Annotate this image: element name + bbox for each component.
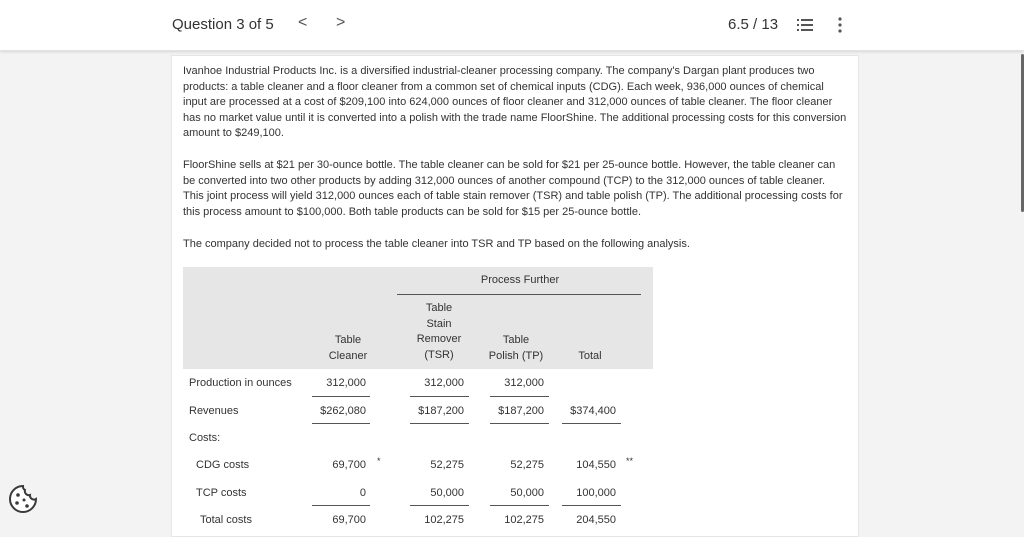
col-header-total: Total — [578, 350, 602, 362]
next-question-button[interactable]: > — [336, 14, 346, 31]
underline-tcp-total — [562, 505, 621, 506]
cdg-tp: 52,275 — [510, 459, 544, 471]
cdg-tsr: 52,275 — [430, 459, 464, 471]
problem-paragraph-2: FloorShine sells at $21 per 30-ounce bottle. The table cleaner can be sold for $21 per 25-ounce bottle. However, the table cleaner can be converted into two other products by adding 312,000 ounces of another compound (TCP) to the 312,000 ounces of table cleaner. This joint process will yield 312,000 ounces each of table stain remover (TSR) and table polish (TP). The additional processing costs for this process amount to $100,000. Both table products can be sold for $15 per 25-ounce bottle. — [183, 159, 843, 218]
row-label-costs: Costs: — [189, 432, 221, 444]
underline-revenues-total — [562, 423, 621, 424]
row-label-cdg: CDG costs — [196, 459, 250, 471]
list-icon[interactable] — [797, 17, 813, 33]
total-costs-total: 204,550 — [576, 514, 616, 526]
previous-question-button[interactable]: < — [298, 14, 308, 31]
underline-tcp-tsr — [410, 505, 469, 506]
underline-production-tsr — [410, 396, 469, 397]
underline-production-tc — [312, 396, 370, 397]
total-costs-tc: 69,700 — [332, 514, 366, 526]
cdg-tc-footnote-mark: * — [377, 456, 381, 466]
revenues-total: $374,400 — [570, 405, 616, 417]
row-label-total-costs: Total costs — [200, 514, 252, 526]
production-tp: 312,000 — [504, 377, 544, 389]
cdg-total: 104,550 — [576, 459, 616, 471]
total-costs-tsr: 102,275 — [424, 514, 464, 526]
col-header-tsr: Table Stain Remover (TSR) — [416, 302, 462, 361]
tcp-total: 100,000 — [576, 487, 616, 499]
process-further-header: Process Further — [480, 274, 560, 286]
underline-revenues-tsr — [410, 423, 469, 424]
tcp-tc: 0 — [359, 487, 366, 499]
cdg-tc: 69,700 — [332, 459, 366, 471]
underline-revenues-tc — [312, 423, 370, 424]
underline-tcp-tc — [312, 505, 370, 506]
group-header-rule — [397, 294, 641, 295]
underline-production-tp — [490, 396, 549, 397]
top-bar — [0, 0, 1024, 51]
col-header-tp: Table Polish (TP) — [488, 334, 544, 362]
tcp-tsr: 50,000 — [430, 487, 464, 499]
underline-revenues-tp — [490, 423, 549, 424]
revenues-tsr: $187,200 — [418, 405, 464, 417]
row-label-production: Production in ounces — [189, 377, 292, 389]
underline-tcp-tp — [490, 505, 549, 506]
cookie-icon[interactable] — [8, 484, 38, 514]
revenues-tp: $187,200 — [498, 405, 544, 417]
total-costs-tp: 102,275 — [504, 514, 544, 526]
score-display: 6.5 / 13 — [728, 16, 779, 33]
row-label-tcp: TCP costs — [196, 487, 247, 499]
cdg-total-footnote-mark: ** — [626, 456, 634, 466]
question-counter: Question 3 of 5 — [172, 16, 274, 33]
problem-paragraph-1: Ivanhoe Industrial Products Inc. is a diversified industrial-cleaner processing company. The company's Dargan plant produces two products: a table cleaner and a floor cleaner from a common set of chemical inputs (CDG). Each week, 936,000 ounces of chemical input are processed at a cost of $209,100 into 624,000 ounces of floor cleaner and 312,000 ounces of table cleaner. The floor cleaner has no market value until it is converted into a polish with the trade name FloorShine. The additional processing costs for this conversion amount to $249,100. — [183, 65, 847, 140]
more-vertical-icon[interactable] — [836, 17, 844, 33]
problem-paragraph-3: The company decided not to process the table cleaner into TSR and TP based on the following analysis. — [183, 238, 690, 250]
production-tc: 312,000 — [326, 377, 366, 389]
col-header-table-cleaner: Table Cleaner — [328, 334, 368, 362]
row-label-revenues: Revenues — [189, 405, 239, 417]
revenues-tc: $262,080 — [320, 405, 366, 417]
tcp-tp: 50,000 — [510, 487, 544, 499]
production-tsr: 312,000 — [424, 377, 464, 389]
